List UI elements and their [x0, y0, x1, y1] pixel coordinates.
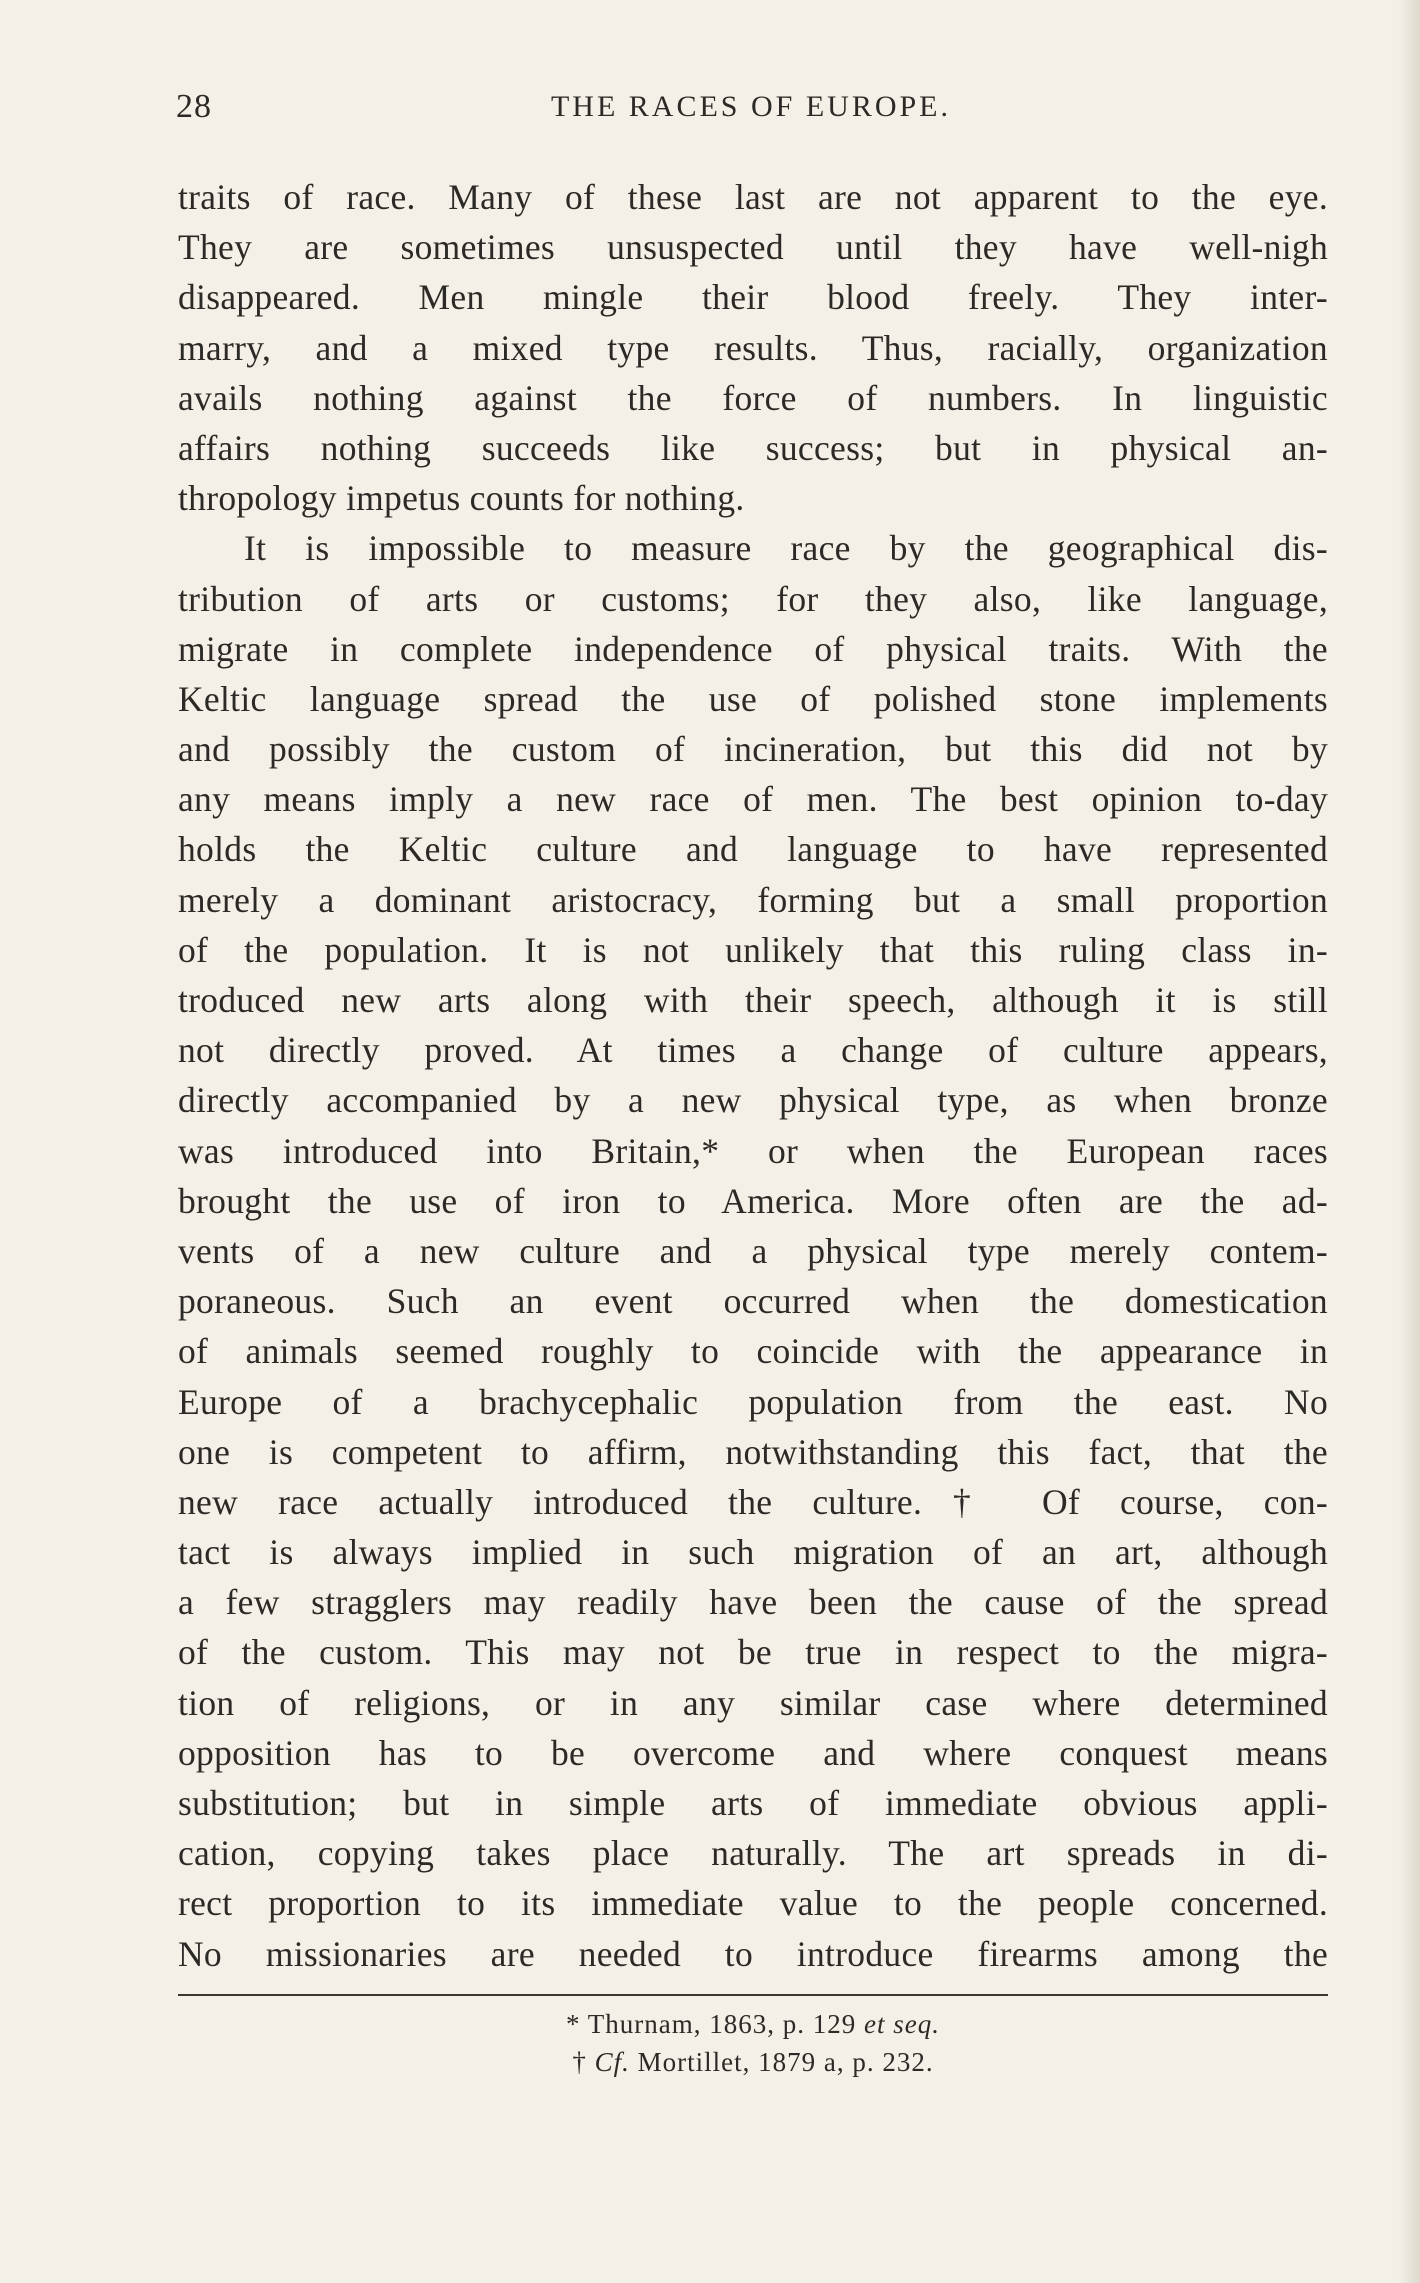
footnote-text: * Thurnam, 1863, p. 129: [566, 2009, 864, 2039]
text-line: was introduced into Britain,* or when the European races: [178, 1130, 1328, 1171]
text-line: marry, and a mixed type results. Thus, racially, organization: [178, 327, 1328, 368]
text-line: tion of religions, or in any similar case where determined: [178, 1682, 1328, 1723]
text-line: substitution; but in simple arts of immediate obvious appli-: [178, 1783, 1328, 1823]
footnotes: [178, 2005, 1328, 2081]
text-line: poraneous. Such an event occurred when the domestication: [178, 1281, 1328, 1322]
text-line: avails nothing against the force of numbers. In linguistic: [178, 377, 1328, 418]
text-line: holds the Keltic culture and language to have represented: [178, 829, 1328, 870]
text-line: It is impossible to measure race by the geographical dis-: [244, 528, 1328, 569]
text-line: any means imply a new race of men. The best opinion to-day: [178, 779, 1328, 820]
text-line: affairs nothing succeeds like success; but in physical an-: [178, 427, 1328, 468]
text-line: directly accompanied by a new physical type, as when bronze: [178, 1080, 1328, 1121]
text-line: a few stragglers may readily have been the cause of the spread: [178, 1582, 1328, 1623]
body-text: [178, 172, 1328, 1979]
page-edge-shadow: [1398, 0, 1420, 2283]
text-line: and possibly the custom of incineration, but this did not by: [178, 729, 1328, 770]
text-line: tact is always implied in such migration of an art, although: [178, 1532, 1328, 1573]
text-line: thropology impetus counts for nothing.: [178, 478, 745, 519]
footnote-rule: [178, 1994, 1328, 1996]
footnote-italic-text: Cf.: [594, 2047, 630, 2077]
text-line: Europe of a brachycephalic population from the east. No: [178, 1381, 1328, 1422]
text-line: migrate in complete independence of physical traits. With the: [178, 628, 1328, 669]
text-line: Keltic language spread the use of polished stone implements: [178, 678, 1328, 719]
page-number: 28: [176, 88, 212, 125]
page-header: [176, 88, 1326, 134]
footnote-text: †: [572, 2047, 595, 2077]
text-line: rect proportion to its immediate value to the people concerned.: [178, 1883, 1328, 1924]
text-line: opposition has to be overcome and where conquest means: [178, 1732, 1328, 1773]
text-line: disappeared. Men mingle their blood freely. They inter-: [178, 277, 1328, 318]
text-line: new race actually introduced the culture.† Of course, con-: [178, 1481, 1328, 1522]
text-line: troduced new arts along with their speech, although it is still: [178, 980, 1328, 1020]
text-line: cation, copying takes place naturally. The art spreads in di-: [178, 1833, 1328, 1874]
text-line: of the population. It is not unlikely that this ruling class in-: [178, 929, 1328, 970]
text-line: They are sometimes unsuspected until they have well-nigh: [178, 227, 1328, 268]
text-line: No missionaries are needed to introduce firearms among the: [178, 1933, 1328, 1974]
text-line: brought the use of iron to America. More often are the ad-: [178, 1180, 1328, 1221]
text-line: one is competent to affirm, notwithstanding this fact, that the: [178, 1431, 1328, 1472]
text-line: of animals seemed roughly to coincide with the appearance in: [178, 1331, 1328, 1372]
text-line: traits of race. Many of these last are not apparent to the eye.: [178, 177, 1328, 217]
text-line: of the custom. This may not be true in respect to the migra-: [178, 1632, 1328, 1673]
text-line: merely a dominant aristocracy, forming but a small proportion: [178, 879, 1328, 920]
footnote-text: Mortillet, 1879 a, p. 232.: [629, 2047, 934, 2077]
text-line: vents of a new culture and a physical type merely contem-: [178, 1230, 1328, 1271]
running-head: THE RACES OF EUROPE.: [550, 90, 952, 123]
footnote-italic-text: et seq.: [864, 2009, 940, 2039]
text-line: not directly proved. At times a change of culture appears,: [178, 1030, 1328, 1071]
text-line: tribution of arts or customs; for they also, like language,: [178, 578, 1328, 619]
footnote: [178, 2043, 1328, 2081]
footnote: [178, 2005, 1328, 2043]
